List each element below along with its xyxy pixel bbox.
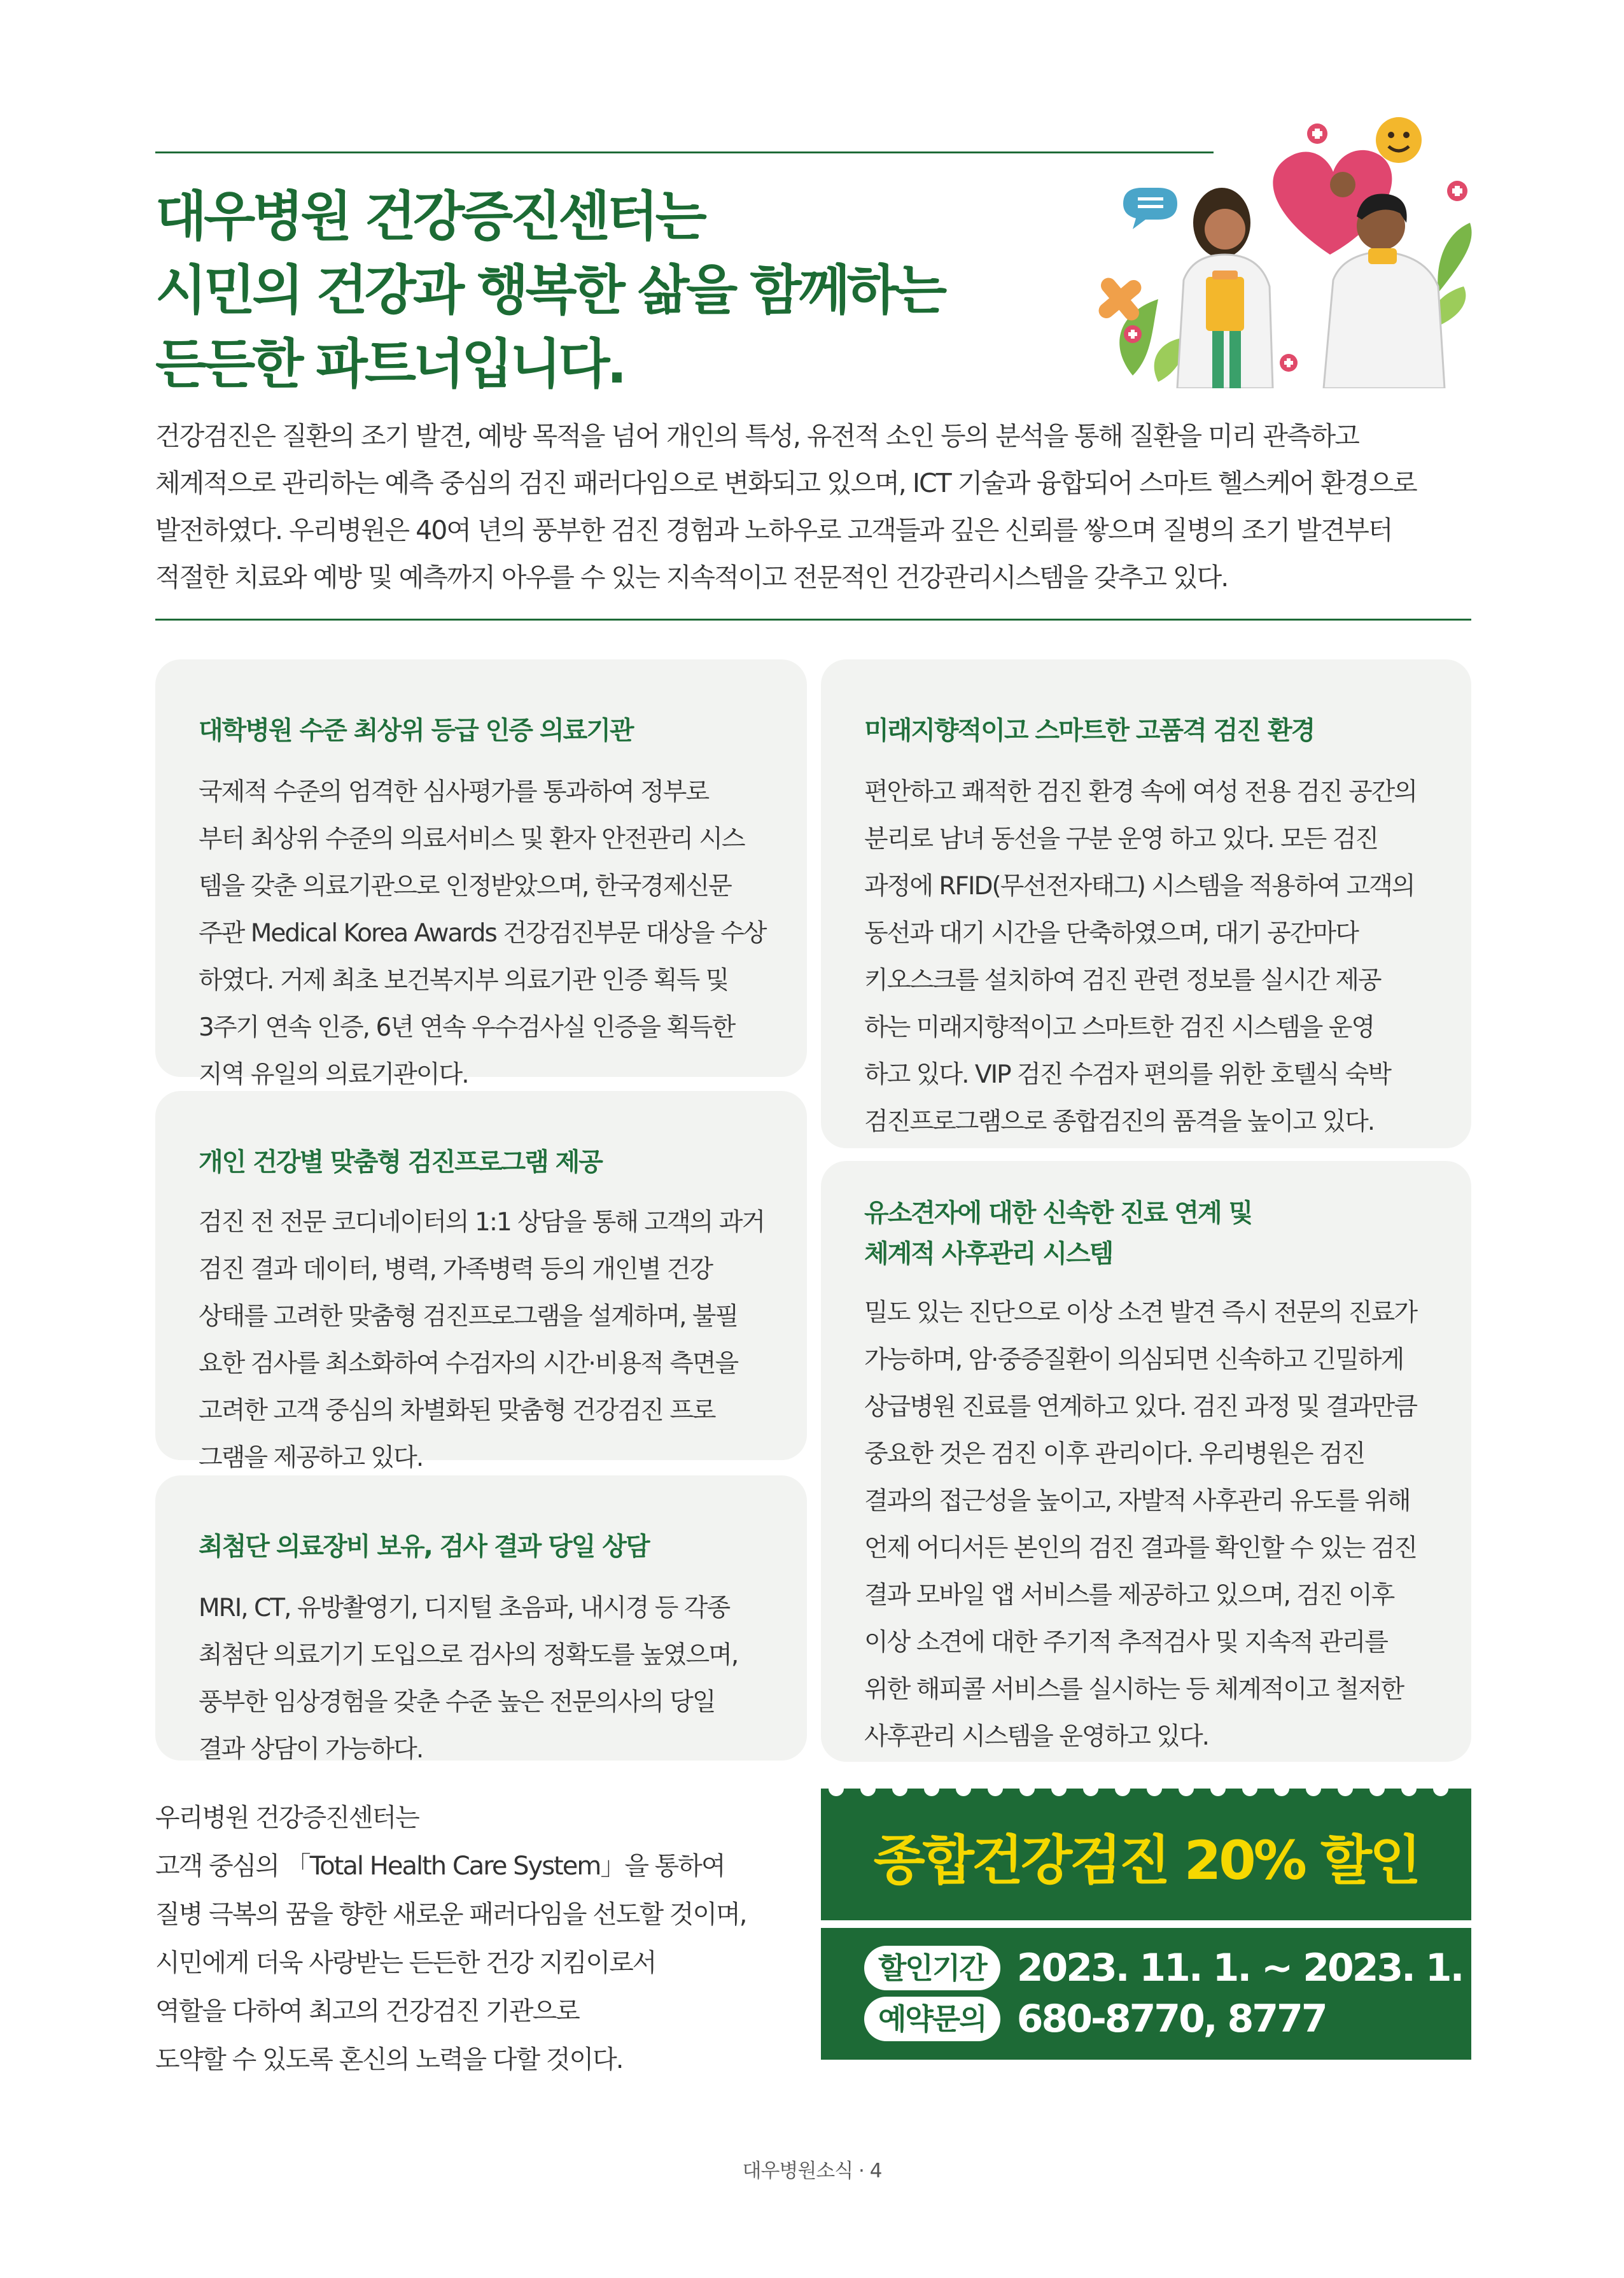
card-line: 부터 최상위 수준의 의료서비스 및 환자 안전관리 시스 <box>199 825 745 854</box>
card-line: 이상 소견에 대한 주기적 추적검사 및 지속적 관리를 <box>864 1628 1387 1657</box>
card-title: 유소견자에 대한 신속한 진료 연계 및 <box>864 1199 1252 1228</box>
smiley-icon <box>1376 117 1422 163</box>
scallop-edge <box>821 1789 1471 1804</box>
card-line: 검진프로그램으로 종합검진의 품격을 높이고 있다. <box>864 1107 1375 1136</box>
discount-promo-banner <box>821 1789 1536 2060</box>
card-line: 국제적 수준의 엄격한 심사평가를 통과하여 정부로 <box>199 778 709 806</box>
card-title: 최첨단 의료장비 보유, 검사 결과 당일 상담 <box>199 1532 649 1561</box>
promo-details-panel <box>821 1928 1536 2060</box>
card-line: 결과 모바일 앱 서비스를 제공하고 있으며, 검진 이후 <box>864 1581 1394 1610</box>
top-divider <box>155 151 1214 153</box>
card-line: 키오스크를 설치하여 검진 관련 정보를 실시간 제공 <box>864 966 1381 995</box>
card-custom-checkup-program <box>155 1091 807 1472</box>
card-line: MRI, CT, 유방촬영기, 디지털 초음파, 내시경 등 각종 <box>199 1594 730 1622</box>
closing-line: 질병 극복의 꿈을 향한 새로운 패러다임을 선도할 것이며, <box>155 1900 746 1929</box>
closing-line: 고객 중심의 「Total Health Care System」을 통하여 <box>155 1852 725 1881</box>
promo-title: 종합건강검진 20% 할인 <box>873 1829 1419 1892</box>
card-title: 미래지향적이고 스마트한 고품격 검진 환경 <box>864 716 1315 745</box>
card-body <box>199 769 764 1099</box>
card-line: 검진 결과 데이터, 병력, 가족병력 등의 개인별 건강 <box>199 1255 713 1284</box>
chat-bubble-icon <box>1123 188 1177 229</box>
card-line: 풍부한 임상경험을 갖춘 수준 높은 전문의사의 당일 <box>199 1688 715 1717</box>
promo-title-panel <box>821 1789 1471 1920</box>
card-line: 과정에 RFID(무선전자태그) 시스템을 적용하여 고객의 <box>864 872 1415 901</box>
card-line: 검진 전 전문 코디네이터의 1:1 상담을 통해 고객의 과거 <box>199 1208 765 1237</box>
card-line: 그램을 제공하고 있다. <box>199 1444 423 1472</box>
closing-line: 역할을 다하여 최고의 건강검진 기관으로 <box>155 1997 579 2026</box>
card-line: 위한 해피콜 서비스를 실시하는 등 체계적이고 철저한 <box>864 1675 1404 1704</box>
intro-line: 건강검진은 질환의 조기 발견, 예방 목적을 넘어 개인의 특성, 유전적 소인 등의 분석을 통해 질환을 미리 관측하고 <box>155 421 1359 451</box>
card-line: 요한 검사를 최소화하여 수검자의 시간·비용적 측면을 <box>199 1349 738 1378</box>
card-title: 개인 건강별 맞춤형 검진프로그램 제공 <box>199 1148 602 1177</box>
contact-label-pill: 예약문의 <box>864 1997 1000 2041</box>
card-line: 편안하고 쾌적한 검진 환경 속에 여성 전용 검진 공간의 <box>864 778 1417 806</box>
card-line: 밀도 있는 진단으로 이상 소견 발견 즉시 전문의 진료가 <box>864 1298 1417 1327</box>
headline-line: 대우병원 건강증진센터는 <box>155 185 704 248</box>
card-smart-checkup-environment <box>821 659 1471 1148</box>
page-footer: 대우병원소식 · 4 <box>742 2160 882 2183</box>
intro-line: 체계적으로 관리하는 예측 중심의 검진 패러다임으로 변화되고 있으며, ICT 기술과 융합되어 스마트 헬스케어 환경으로 <box>155 468 1417 498</box>
headline-line: 시민의 건강과 행복한 삶을 함께하는 <box>155 259 944 321</box>
card-line: 고려한 고객 중심의 차별화된 맞춤형 건강검진 프로 <box>199 1396 715 1425</box>
card-line: 중요한 것은 검진 이후 관리이다. 우리병원은 검진 <box>864 1440 1365 1468</box>
card-line: 언제 어디서든 본인의 검진 결과를 확인할 수 있는 검진 <box>864 1534 1417 1563</box>
card-line: 분리로 남녀 동선을 구분 운영 하고 있다. 모든 검진 <box>864 825 1378 854</box>
card-body <box>864 769 1428 1146</box>
headline <box>155 179 1078 401</box>
card-title: 체계적 사후관리 시스템 <box>864 1239 1113 1269</box>
card-line: 하였다. 거제 최초 보건복지부 의료기관 인증 획득 및 <box>199 966 729 995</box>
promo-period-row <box>864 1944 1536 1992</box>
card-body <box>199 1585 764 1773</box>
card-title: 대학병원 수준 최상위 등급 인증 의료기관 <box>199 716 633 745</box>
closing-paragraph <box>155 1794 792 2084</box>
card-body <box>864 1290 1428 1761</box>
closing-line: 시민에게 더욱 사랑받는 든든한 건강 지킴이로서 <box>155 1948 656 1978</box>
doctor-female-icon <box>1177 188 1273 388</box>
period-value: 2023. 11. 1. ~ 2023. 1. 31. <box>1016 1946 1536 1990</box>
card-line: 결과 상담이 가능하다. <box>199 1735 423 1764</box>
card-followup-management <box>821 1161 1471 1762</box>
closing-line: 우리병원 건강증진센터는 <box>155 1803 419 1832</box>
card-line: 템을 갖춘 의료기관으로 인정받았으며, 한국경제신문 <box>199 872 731 901</box>
section-divider <box>155 619 1471 621</box>
intro-paragraph <box>155 412 1479 601</box>
card-line: 최첨단 의료기기 도입으로 검사의 정확도를 높였으며, <box>199 1641 738 1670</box>
card-body <box>199 1199 764 1482</box>
card-line: 사후관리 시스템을 운영하고 있다. <box>864 1722 1209 1751</box>
period-label-pill: 할인기간 <box>864 1946 1000 1990</box>
closing-line: 도약할 수 있도록 혼신의 노력을 다할 것이다. <box>155 2045 623 2074</box>
doctors-heart-illustration <box>1082 102 1476 388</box>
contact-phone-value[interactable]: 680-8770, 8777 <box>1016 1997 1326 2041</box>
card-line: 상태를 고려한 맞춤형 검진프로그램을 설계하며, 불필 <box>199 1302 738 1331</box>
card-line: 주관 Medical Korea Awards 건강검진부문 대상을 수상 <box>199 919 766 948</box>
card-line: 하고 있다. VIP 검진 수검자 편의를 위한 호텔식 숙박 <box>864 1060 1391 1089</box>
card-line: 동선과 대기 시간을 단축하였으며, 대기 공간마다 <box>864 919 1358 948</box>
card-line: 결과의 접근성을 높이고, 자발적 사후관리 유도를 위해 <box>864 1487 1410 1515</box>
promo-contact-row <box>864 1995 1326 2042</box>
card-advanced-equipment <box>155 1475 807 1764</box>
headline-line: 든든한 파트너입니다. <box>155 333 624 395</box>
card-line: 하는 미래지향적이고 스마트한 검진 시스템을 운영 <box>864 1013 1375 1042</box>
card-line: 지역 유일의 의료기관이다. <box>199 1060 468 1089</box>
intro-line: 적절한 치료와 예방 및 예측까지 아우를 수 있는 지속적이고 전문적인 건강관리시스템을 갖추고 있다. <box>155 562 1228 593</box>
card-line: 3주기 연속 인증, 6년 연속 우수검사실 인증을 획득한 <box>199 1013 735 1042</box>
card-university-level-certification <box>155 659 807 1089</box>
card-line: 상급병원 진료를 연계하고 있다. 검진 과정 및 결과만큼 <box>864 1393 1417 1421</box>
intro-line: 발전하였다. 우리병원은 40여 년의 풍부한 검진 경험과 노하우로 고객들과 깊은 신뢰를 쌓으며 질병의 조기 발견부터 <box>155 515 1392 545</box>
card-line: 가능하며, 암·중증질환이 의심되면 신속하고 긴밀하게 <box>864 1346 1404 1374</box>
